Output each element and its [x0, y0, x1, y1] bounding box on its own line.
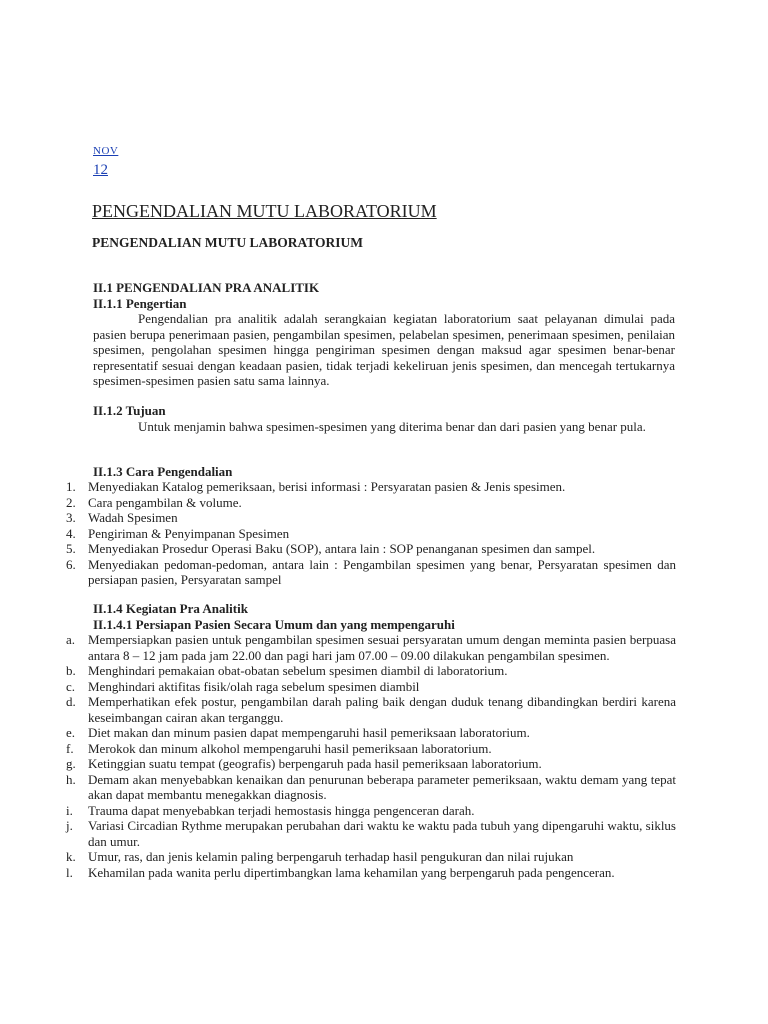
- date-month-link[interactable]: NOV: [93, 145, 119, 157]
- list-item: [66, 526, 676, 542]
- list-marker: g.: [66, 756, 76, 771]
- list-marker: 6.: [66, 556, 76, 572]
- list-item-text: Umur, ras, dan jenis kelamin paling berpengaruh terhadap hasil pengukuran dan nilai rujukan: [88, 849, 574, 864]
- list-marker: j.: [66, 818, 73, 833]
- list-marker: k.: [66, 849, 76, 864]
- list-item: [66, 803, 676, 819]
- list-item: [66, 725, 676, 741]
- list-item-text: Menyediakan pedoman-pedoman, antara lain : Pengambilan spesimen yang benar, Persyaratan spesimen dan persiapan pasien, Persyaratan sampel: [88, 556, 676, 587]
- list-item-text: Pengiriman & Penyimpanan Spesimen: [88, 525, 290, 541]
- list-marker: 3.: [66, 510, 76, 525]
- list-marker: b.: [66, 663, 76, 678]
- list-item-text: Menyediakan Katalog pemeriksaan, berisi informasi : Persyaratan pasien & Jenis spesimen.: [88, 479, 566, 494]
- list-item-text: Menyediakan Prosedur Operasi Baku (SOP), antara lain : SOP penanganan spesimen dan sampel.: [88, 541, 596, 556]
- post-title[interactable]: PENGENDALIAN MUTU LABORATORIUM: [92, 201, 437, 221]
- list-item: [66, 557, 676, 588]
- section-heading-ii11: II.1.1 Pengertian: [93, 296, 187, 311]
- list-marker: i.: [66, 802, 73, 818]
- list-item: [66, 756, 676, 772]
- list-marker: a.: [66, 632, 76, 647]
- list-item: [66, 663, 676, 679]
- date-day-link[interactable]: 12: [93, 162, 108, 178]
- list-item-text: Cara pengambilan & volume.: [88, 494, 242, 510]
- list-item-text: Demam akan menyebabkan kenaikan dan penurunan beberapa parameter pemeriksaan, waktu demam yang tepat akan dapat membantu menegakkan diagnosis.: [88, 771, 676, 802]
- list-item: [66, 694, 676, 725]
- list-marker: h.: [66, 771, 76, 787]
- list-item: [66, 772, 676, 803]
- list-item: [66, 818, 676, 849]
- list-item-text: Menghindari pemakaian obat-obatan sebelum spesimen diambil di laboratorium.: [88, 663, 508, 678]
- list-item-text: Mempersiapkan pasien untuk pengambilan spesimen sesuai persyaratan umum dengan meminta pasien berpuasa antara 8 – 12 jam pada jam 22.00 dan pagi hari jam 07.00 – 09.00 dilakukan pengambilan spesimen.: [88, 632, 676, 663]
- list-item: [66, 741, 676, 757]
- cara-pengendalian-list: [66, 479, 676, 588]
- list-item-text: Merokok dan minum alkohol mempengaruhi hasil pemeriksaan laboratorium.: [88, 740, 492, 756]
- list-marker: 5.: [66, 541, 76, 556]
- section-heading-ii12: II.1.2 Tujuan: [93, 403, 166, 418]
- list-item: [66, 865, 676, 881]
- list-item-text: Ketinggian suatu tempat (geografis) berpengaruh pada hasil pemeriksaan laboratorium.: [88, 756, 542, 771]
- list-item-text: Diet makan dan minum pasien dapat mempengaruhi hasil pemeriksaan laboratorium.: [88, 725, 530, 740]
- list-item: [66, 541, 676, 557]
- list-item-text: Memperhatikan efek postur, pengambilan darah paling baik dengan duduk tenang dibandingkan berdiri karena keseimbangan cairan akan terganggu.: [88, 694, 676, 725]
- list-item: [66, 495, 676, 511]
- list-item: [66, 510, 676, 526]
- list-marker: 4.: [66, 525, 76, 541]
- list-item-text: Trauma dapat menyebabkan terjadi hemostasis hingga pengenceran darah.: [88, 802, 475, 818]
- list-item-text: Menghindari aktifitas fisik/olah raga sebelum spesimen diambil: [88, 678, 420, 694]
- list-item: [66, 679, 676, 695]
- section-heading-ii141: II.1.4.1 Persiapan Pasien Secara Umum dan yang mempengaruhi: [93, 617, 455, 632]
- list-marker: c.: [66, 678, 76, 694]
- list-marker: f.: [66, 740, 74, 756]
- document-title: PENGENDALIAN MUTU LABORATORIUM: [92, 235, 364, 250]
- tujuan-text: Untuk menjamin bahwa spesimen-spesimen yang diterima benar dan dari pasien yang benar pula.: [138, 419, 646, 434]
- persiapan-pasien-list: [66, 632, 676, 880]
- pengertian-paragraph: [93, 311, 675, 389]
- list-item-text: Wadah Spesimen: [88, 510, 178, 525]
- list-marker: d.: [66, 694, 76, 709]
- list-marker: e.: [66, 725, 76, 740]
- list-item-text: Variasi Circadian Rythme merupakan perubahan dari waktu ke waktu pada tubuh yang dipengaruhi waktu, siklus dan umur.: [88, 818, 676, 849]
- list-item: [66, 849, 676, 865]
- list-item-text: Kehamilan pada wanita perlu dipertimbangkan lama kehamilan yang berpengaruh pada pengenceran.: [88, 864, 615, 880]
- pengertian-text: Pengendalian pra analitik adalah serangkaian kegiatan laboratorium saat pelayanan dimulai pada pasien berupa penerimaan pasien, pengambilan spesimen, pelabelan spesimen, penerimaan spesimen, penilaian spesimen, pengolahan spesimen hingga pengiriman spesimen dengan maksud agar spesimen benar-benar representatif sesuai dengan keadaan pasien, tidak terjadi kekeliruan jenis spesimen, dan mencegah tertukarnya spesimen-spesimen pasien satu sama lainnya.: [93, 311, 675, 388]
- list-marker: l.: [66, 864, 73, 880]
- list-marker: 2.: [66, 494, 76, 510]
- section-heading-ii13: II.1.3 Cara Pengendalian: [93, 464, 233, 479]
- section-heading-ii1: II.1 PENGENDALIAN PRA ANALITIK: [93, 280, 320, 295]
- tujuan-paragraph: [93, 419, 675, 435]
- section-heading-ii14: II.1.4 Kegiatan Pra Analitik: [93, 601, 248, 616]
- list-item: [66, 479, 676, 495]
- list-marker: 1.: [66, 479, 76, 494]
- list-item: [66, 632, 676, 663]
